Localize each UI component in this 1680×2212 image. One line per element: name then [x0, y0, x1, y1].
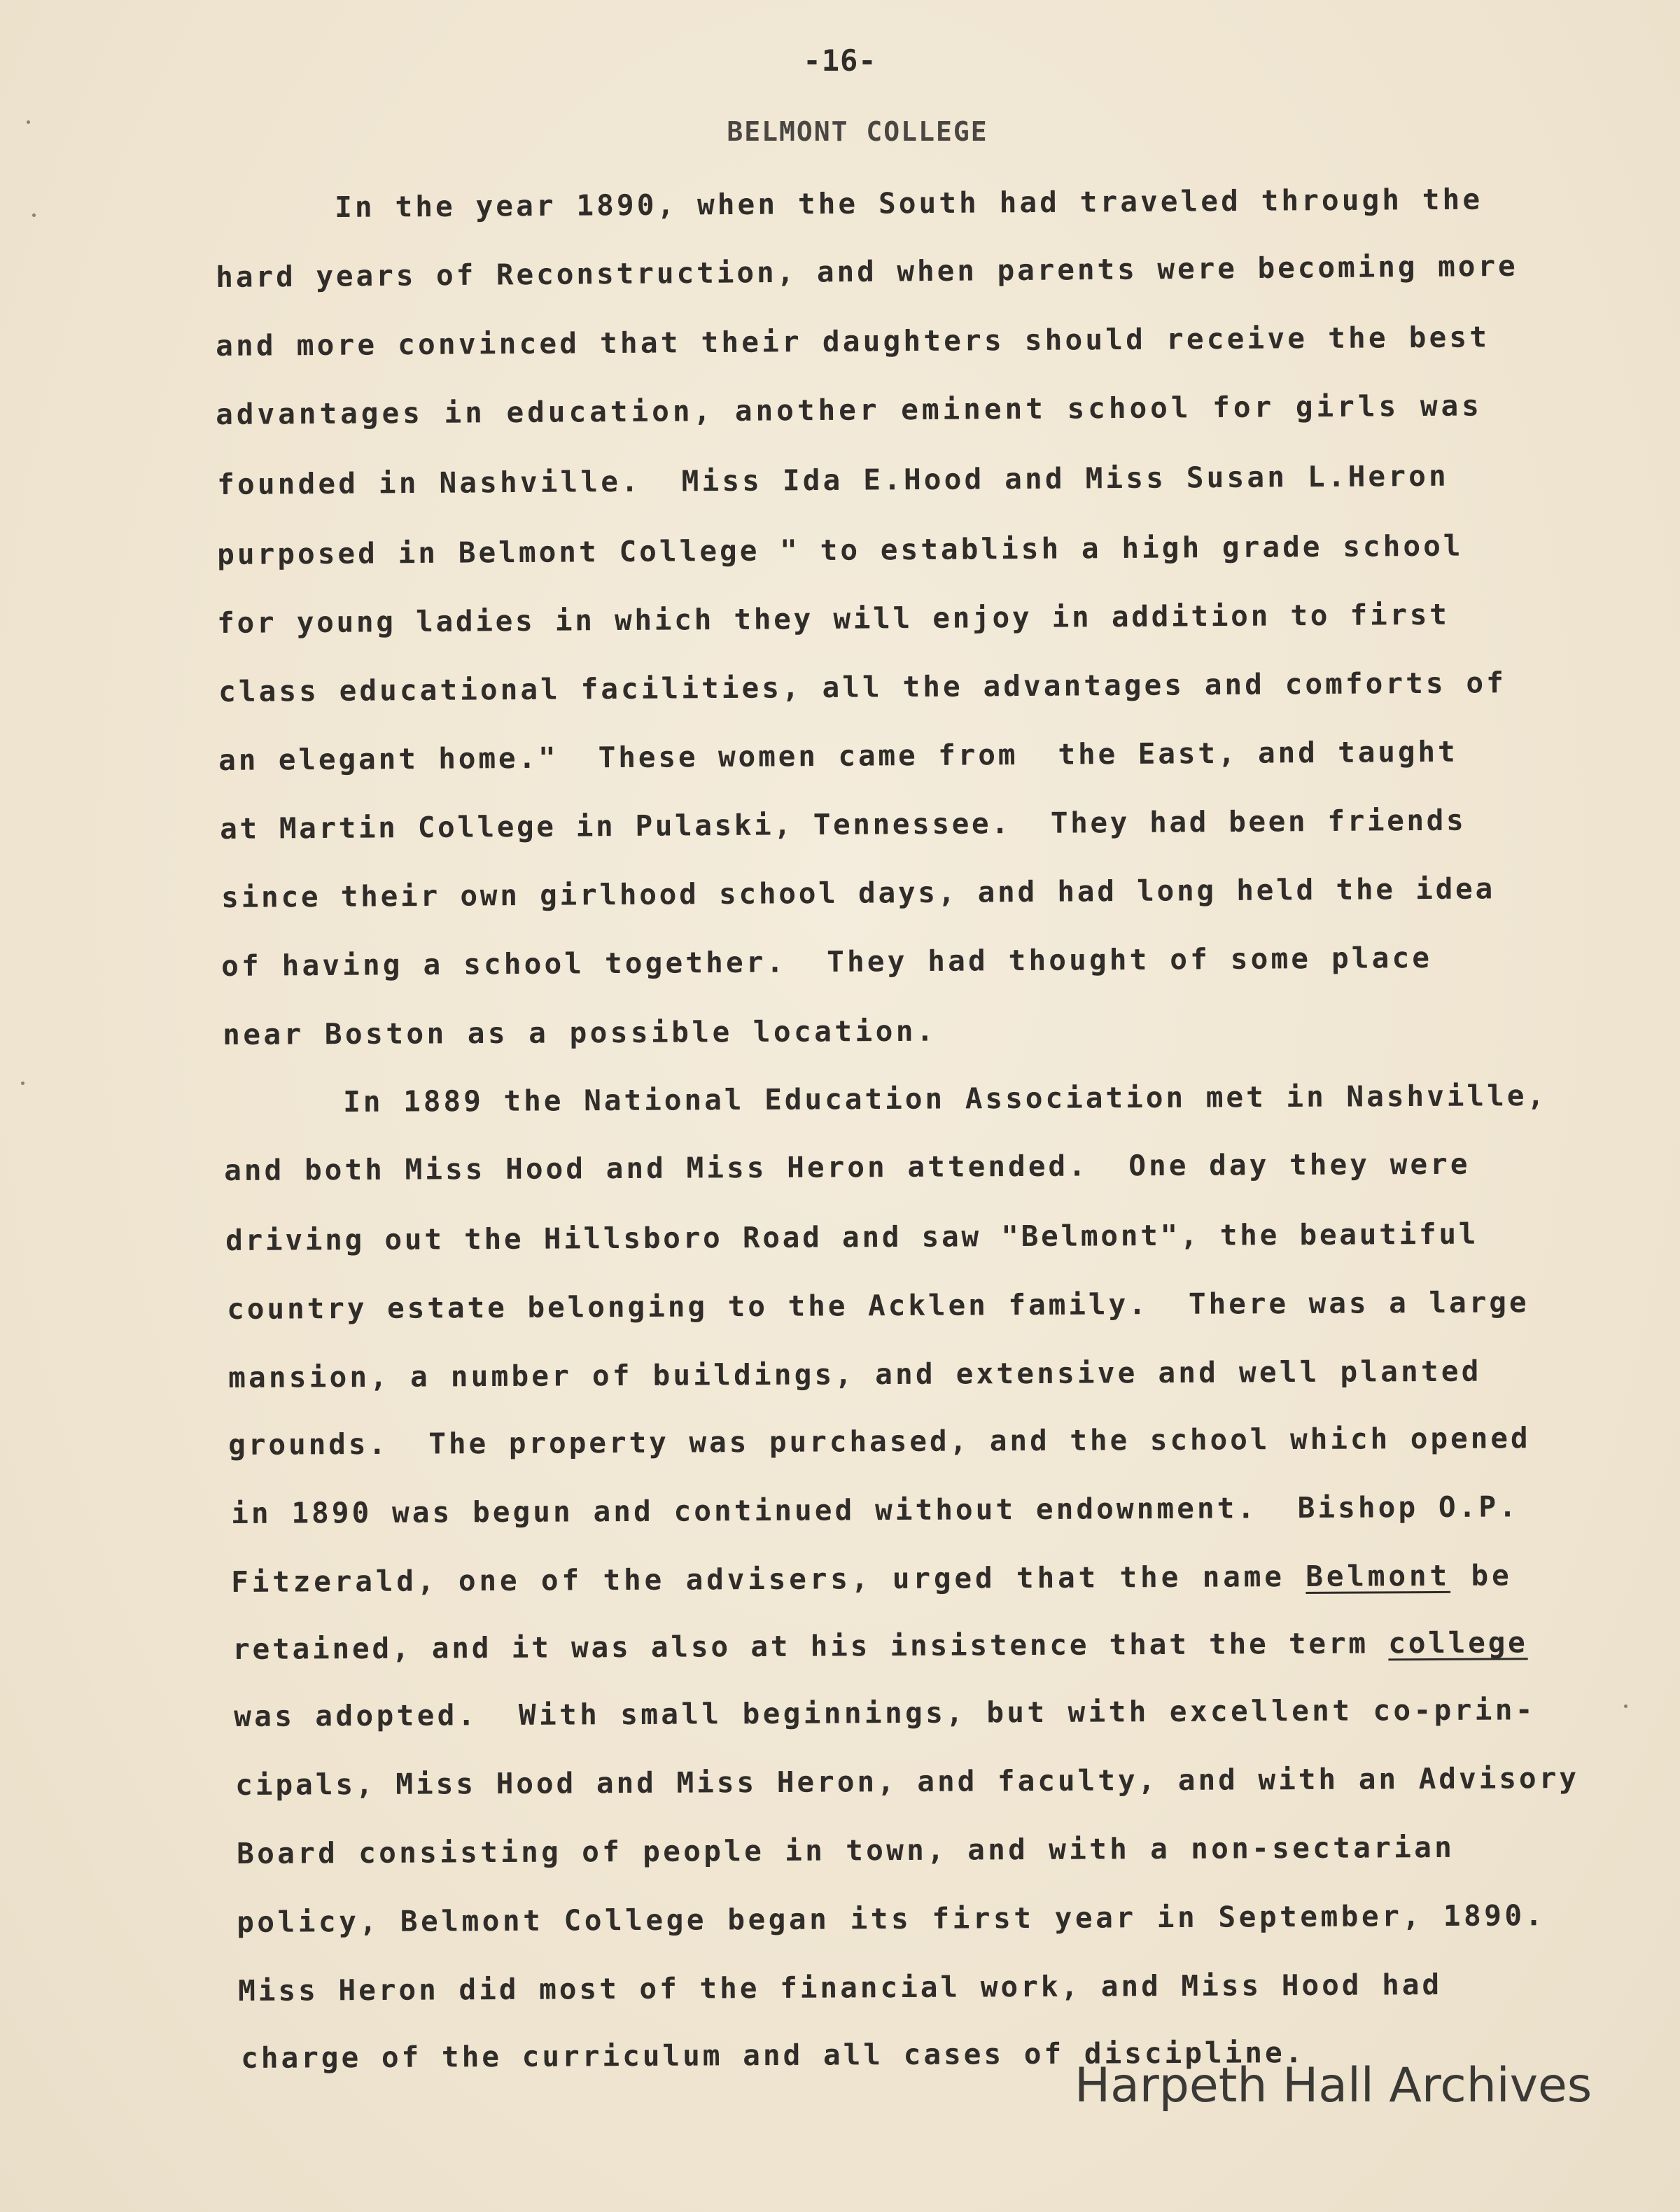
- paper-speck: [21, 1082, 24, 1085]
- text-line: [237, 1898, 1546, 1939]
- text-segment: grounds. The property was purchased, and the school which opened: [228, 1421, 1531, 1462]
- text-line: [221, 941, 1432, 983]
- text-line: [225, 1217, 1478, 1257]
- text-line: [237, 1830, 1455, 1870]
- text-line: [220, 804, 1466, 846]
- text-line: [221, 872, 1495, 914]
- text-line: [224, 1147, 1471, 1187]
- text-segment: In the year 1890, when the South had traveled through the: [335, 182, 1483, 224]
- text-segment: be: [1450, 1558, 1513, 1592]
- text-segment: country estate belonging to the Acklen family. There was a large: [227, 1285, 1530, 1326]
- text-line: [217, 598, 1450, 640]
- text-segment: at Martin College in Pulaski, Tennessee. They had been friends: [220, 803, 1466, 846]
- text-line: [335, 183, 1483, 224]
- text-line: [228, 1354, 1482, 1394]
- underlined-word: college: [1388, 1625, 1528, 1660]
- text-segment: class educational facilities, all the advantages and comforts of: [218, 666, 1507, 708]
- text-segment: advantages in education, another eminent school for girls was: [216, 388, 1483, 431]
- text-segment: charge of the curriculum and all cases of discipline.: [241, 2036, 1306, 2075]
- text-line: [217, 459, 1449, 501]
- text-line: [234, 1693, 1536, 1733]
- text-line: [238, 1968, 1442, 2008]
- paper-speck: [27, 120, 30, 124]
- paper-speck: [32, 214, 36, 217]
- text-line: [228, 1421, 1531, 1462]
- text-line: [223, 1014, 937, 1051]
- text-segment: retained, and it was also at his insistence that the term: [232, 1626, 1389, 1666]
- text-segment: for young ladies in which they will enjoy in addition to first: [217, 597, 1450, 640]
- text-segment: since their own girlhood school days, and had long held the idea: [221, 872, 1496, 914]
- text-segment: an elegant home." These women came from the East, and taught: [218, 734, 1458, 777]
- text-line: [218, 735, 1458, 777]
- document-heading: BELMONT COLLEGE: [727, 116, 988, 147]
- page-number: -16-: [803, 43, 877, 78]
- text-segment: and both Miss Hood and Miss Heron attended. One day they were: [224, 1147, 1471, 1187]
- text-line: [231, 1490, 1519, 1530]
- text-line: [216, 320, 1490, 363]
- paper-speck: [1624, 1704, 1628, 1708]
- text-segment: hard years of Reconstruction, and when parents were becoming more: [216, 248, 1518, 294]
- text-segment: mansion, a number of buildings, and extensive and well planted: [228, 1354, 1482, 1394]
- archive-watermark: Harpeth Hall Archives: [1074, 2058, 1592, 2113]
- text-line: [343, 1079, 1547, 1119]
- text-line: [231, 1558, 1513, 1599]
- text-line: [235, 1761, 1579, 1802]
- text-line: [216, 388, 1483, 431]
- text-segment: policy, Belmont College began its first year in September, 1890.: [237, 1898, 1546, 1939]
- text-segment: in 1890 was begun and continued without endownment. Bishop O.P.: [231, 1490, 1520, 1530]
- text-line: [227, 1285, 1530, 1326]
- text-line: [218, 666, 1506, 708]
- text-segment: Miss Heron did most of the financial work, and Miss Hood had: [238, 1967, 1443, 2008]
- text-segment: purposed in Belmont College " to establish a high grade school: [217, 528, 1464, 571]
- text-segment: was adopted. With small beginnings, but with excellent co-prin-: [234, 1693, 1536, 1733]
- text-segment: cipals, Miss Hood and Miss Heron, and faculty, and with an Advisory: [235, 1760, 1580, 1802]
- text-segment: Fitzerald, one of the advisers, urged that the name: [231, 1559, 1306, 1599]
- text-line: [217, 529, 1464, 571]
- text-segment: driving out the Hillsboro Road and saw "Belmont", the beautiful: [225, 1217, 1479, 1257]
- text-line: [216, 249, 1518, 294]
- text-segment: In 1889 the National Education Association met in Nashville,: [343, 1078, 1548, 1119]
- underlined-word: Belmont: [1306, 1558, 1451, 1593]
- text-segment: near Boston as a possible location.: [223, 1014, 937, 1051]
- text-line: [232, 1625, 1528, 1666]
- text-segment: Board consisting of people in town, and with a non-sectarian: [237, 1830, 1455, 1870]
- text-segment: and more convinced that their daughters should receive the best: [216, 320, 1490, 363]
- text-segment: of having a school together. They had thought of some place: [221, 940, 1433, 983]
- text-segment: founded in Nashville. Miss Ida E.Hood and Miss Susan L.Heron: [217, 458, 1450, 501]
